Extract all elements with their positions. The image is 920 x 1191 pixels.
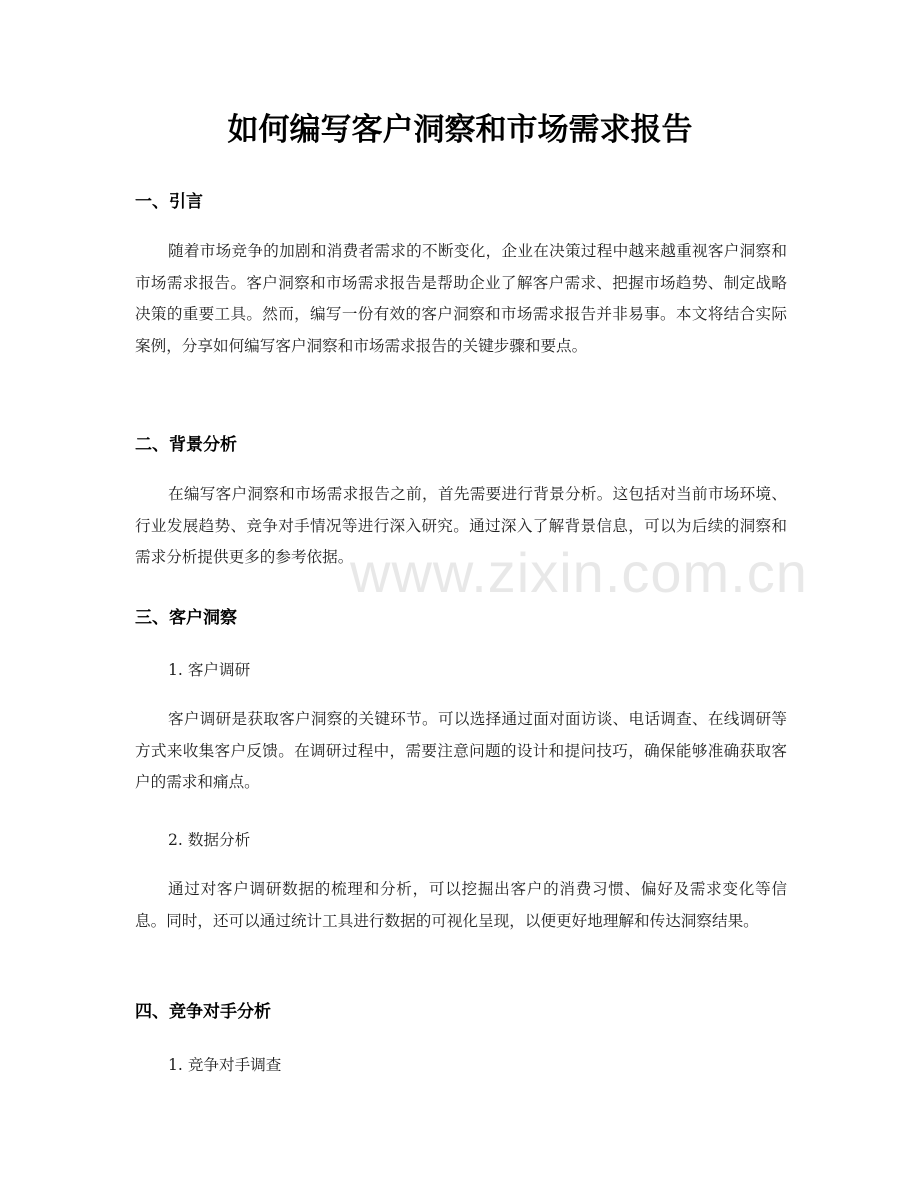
data-analysis-paragraph: 通过对客户调研数据的梳理和分析，可以挖掘出客户的消费习惯、偏好及需求变化等信息。同时，还可以通过统计工具进行数据的可视化呈现，以便更好地理解和传达洞察结果。 [135,880,787,930]
intro-paragraph: 随着市场竞争的加剧和消费者需求的不断变化，企业在决策过程中越来越重视客户洞察和市场需求报告。客户洞察和市场需求报告是帮助企业了解客户需求、把握市场趋势、制定战略决策的重要工具。然而，编写一份有效的客户洞察和市场需求报告并非易事。本文将结合实际案例，分享如何编写客户洞察和市场需求报告的关键步骤和要点。 [135,242,787,355]
subheading-data-analysis: 2. 数据分析 [168,831,251,849]
subheading-competitor-survey: 1. 竞争对手调查 [168,1056,282,1074]
section-heading-intro: 一、引言 [135,192,203,212]
document-title: 如何编写客户洞察和市场需求报告 [227,112,693,148]
section-heading-competition: 四、竞争对手分析 [135,1002,271,1022]
watermark: www.zixin.com.cn [350,541,808,604]
subheading-customer-research: 1. 客户调研 [168,661,251,679]
section-heading-insight: 三、客户洞察 [135,608,237,628]
customer-research-paragraph: 客户调研是获取客户洞察的关键环节。可以选择通过面对面访谈、电话调查、在线调研等方式来收集客户反馈。在调研过程中，需要注意问题的设计和提问技巧，确保能够准确获取客户的需求和痛点。 [135,710,787,792]
section-heading-background: 二、背景分析 [135,435,237,455]
background-paragraph: 在编写客户洞察和市场需求报告之前，首先需要进行背景分析。这包括对当前市场环境、行业发展趋势、竞争对手情况等进行深入研究。通过深入了解背景信息，可以为后续的洞察和需求分析提供更多的参考依据。 [135,485,787,567]
